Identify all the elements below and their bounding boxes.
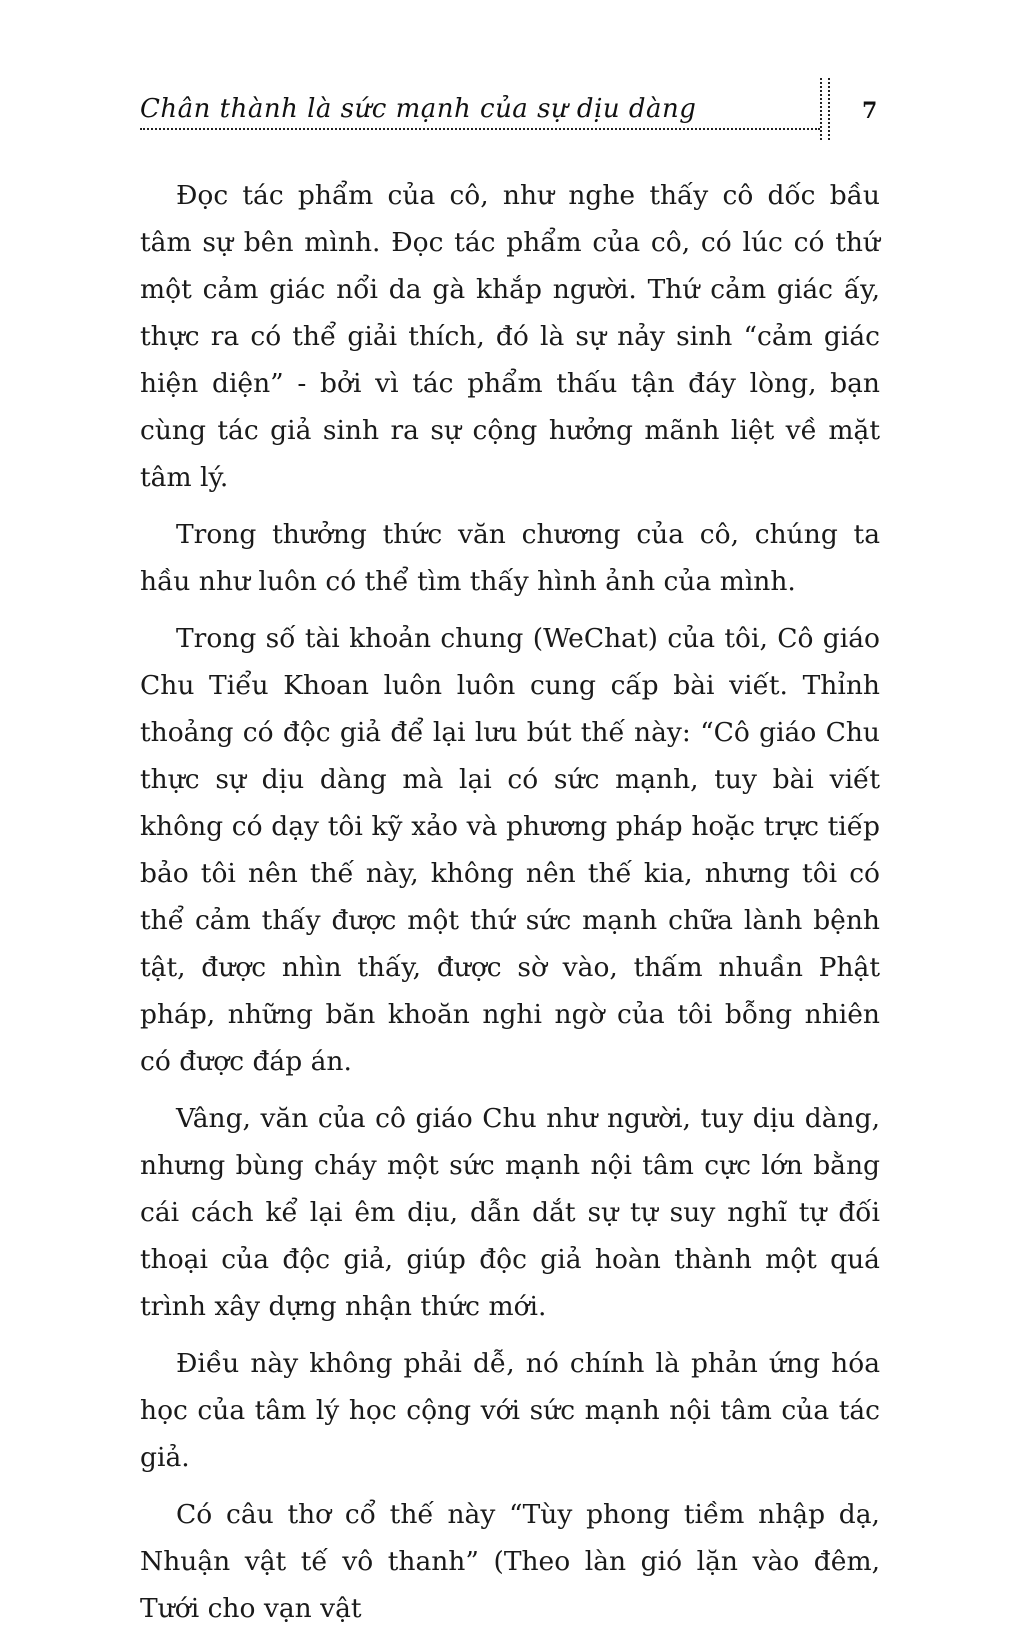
body-text xyxy=(140,172,880,1642)
page-header xyxy=(140,84,880,144)
paragraph: Vâng, văn của cô giáo Chu như người, tuy dịu dàng, nhưng bùng cháy một sức mạnh nội tâm cực lớn bằng cái cách kể lại êm dịu, dẫn dắt sự tự suy nghĩ tự đối thoại của độc giả, giúp độc giả hoàn thành một quá trình xây dựng nhận thức mới. xyxy=(140,1103,880,1322)
paragraph: Đọc tác phẩm của cô, như nghe thấy cô dốc bầu tâm sự bên mình. Đọc tác phẩm của cô, có lúc có thứ một cảm giác nổi da gà khắp người. Thứ cảm giác ấy, thực ra có thể giải thích, đó là sự nảy sinh “cảm giác hiện diện” - bởi vì tác phẩm thấu tận đáy lòng, bạn cùng tác giả sinh ra sự cộng hưởng mãnh liệt về mặt tâm lý. xyxy=(140,180,880,493)
header-vertical-divider xyxy=(820,78,830,140)
page-number: 7 xyxy=(862,98,878,124)
paragraph: Trong số tài khoản chung (WeChat) của tôi, Cô giáo Chu Tiểu Khoan luôn luôn cung cấp bài viết. Thỉnh thoảng có độc giả để lại lưu bút thế này: “Cô giáo Chu thực sự dịu dàng mà lại có sức mạnh, tuy bài viết không có dạy tôi kỹ xảo và phương pháp hoặc trực tiếp bảo tôi nên thế này, không nên thế kia, nhưng tôi có thể cảm thấy được một thứ sức mạnh chữa lành bệnh tật, được nhìn thấy, được sờ vào, thấm nhuần Phật pháp, những băn khoăn nghi ngờ của tôi bỗng nhiên có được đáp án. xyxy=(140,623,880,1077)
paragraph: Trong thưởng thức văn chương của cô, chúng ta hầu như luôn có thể tìm thấy hình ảnh của mình. xyxy=(140,519,880,597)
paragraph: Điều này không phải dễ, nó chính là phản ứng hóa học của tâm lý học cộng với sức mạnh nội tâm của tác giả. xyxy=(140,1348,880,1473)
paragraph: Có câu thơ cổ thế này “Tùy phong tiềm nhập dạ, Nhuận vật tế vô thanh” (Theo làn gió lặn vào đêm, Tưới cho vạn vật xyxy=(140,1499,880,1624)
header-dotted-rule xyxy=(140,128,820,130)
running-title: Chân thành là sức mạnh của sự dịu dàng xyxy=(140,94,697,124)
